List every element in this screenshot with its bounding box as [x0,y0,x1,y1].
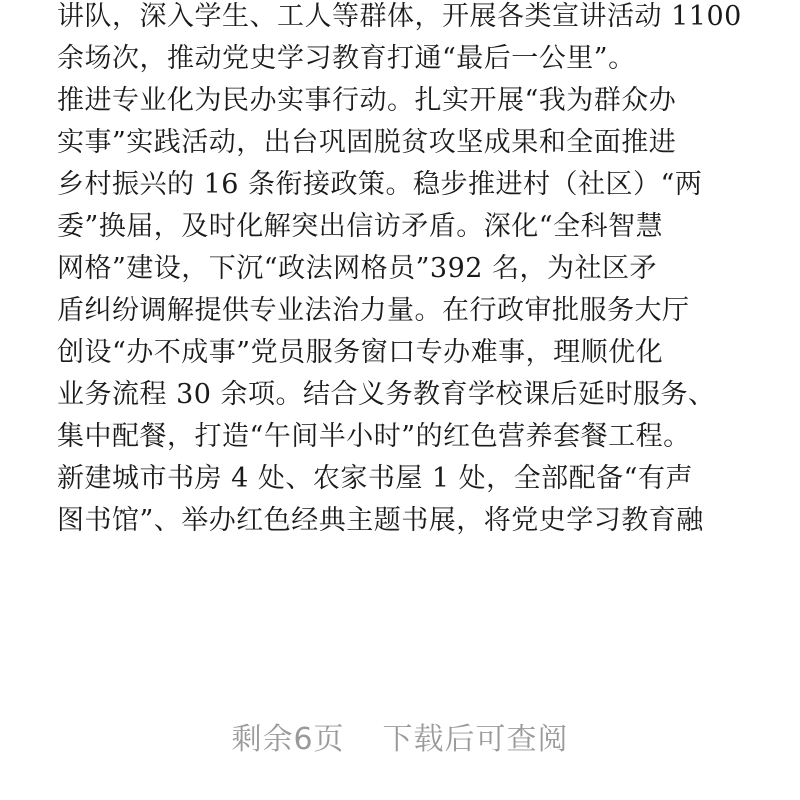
text-line: 乡村振兴的 16 条衔接政策。稳步推进村（社区）“两 [57,169,703,200]
text-line: 委”换届，及时化解突出信访矛盾。深化“全科智慧 [57,211,664,242]
remaining-pages-banner[interactable] [0,714,800,758]
text-line: 实事”实践活动，出台巩固脱贫攻坚成果和全面推进 [57,127,677,158]
remaining-pages-label: 剩余6页 [231,722,345,757]
text-line: 推进专业化为民办实事行动。扎实开展“我为群众办 [57,85,677,116]
text-line: 讲队，深入学生、工人等群体，开展各类宣讲活动 1100 [57,1,742,32]
text-line: 图书馆”、举办红色经典主题书展，将党史学习教育融 [57,505,704,536]
text-line: 集中配餐，打造“午间半小时”的红色营养套餐工程。 [57,421,691,452]
text-line: 余场次，推动党史学习教育打通“最后一公里”。 [57,43,636,74]
text-line: 业务流程 30 余项。结合义务教育学校课后延时服务、 [57,379,716,410]
document-body [57,0,757,542]
text-line: 新建城市书房 4 处、农家书屋 1 处，全部配备“有声 [57,463,693,494]
text-line: 创设“办不成事”党员服务窗口专办难事，理顺优化 [57,337,664,368]
text-line: 网格”建设，下沉“政法网格员”392 名，为社区矛 [57,253,658,284]
download-hint-label: 下载后可查阅 [382,722,569,757]
text-line: 盾纠纷调解提供专业法治力量。在行政审批服务大厅 [57,295,690,326]
